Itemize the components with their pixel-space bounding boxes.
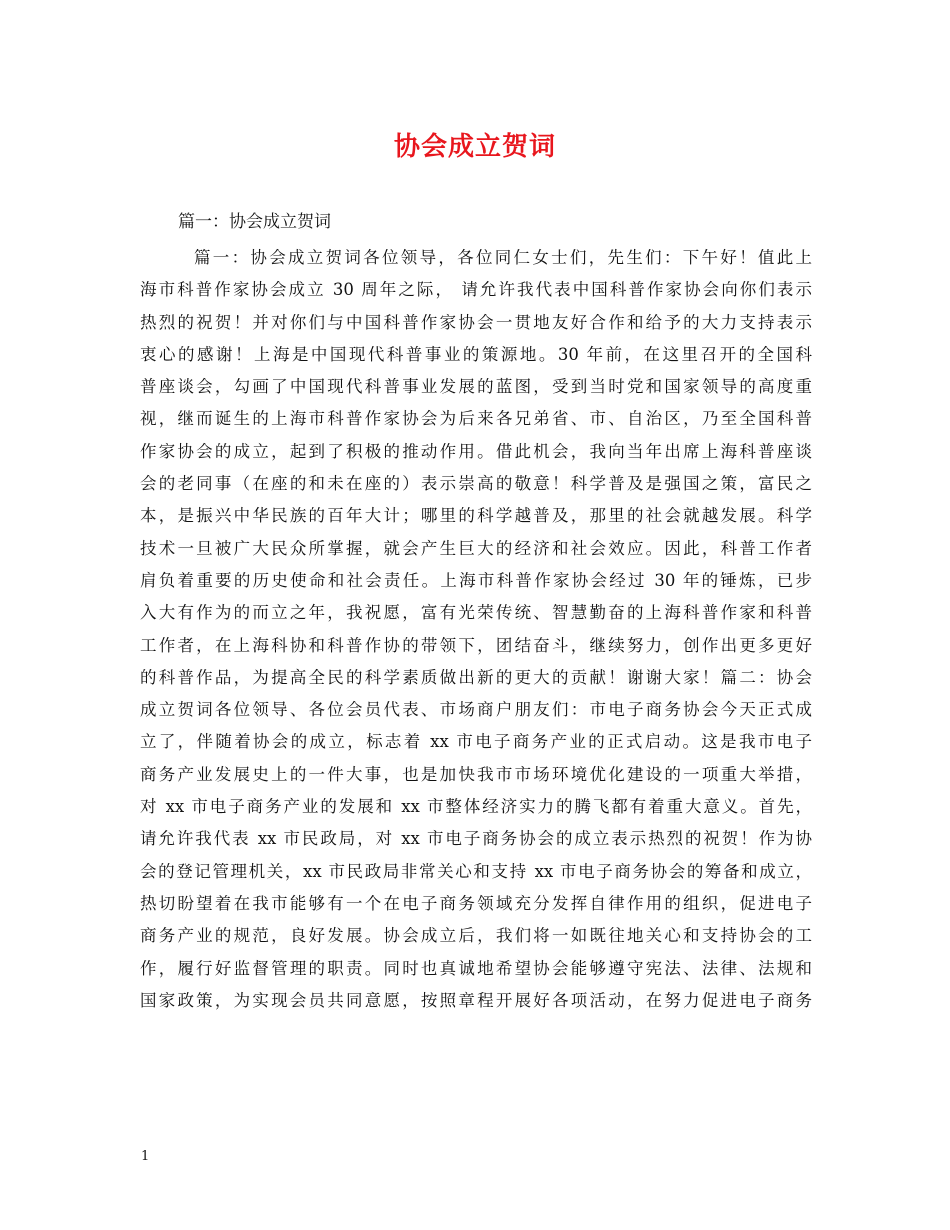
body-line: 篇一：协会成立贺词各位领导，各位同仁女士们，先生们：下午好！值此上 (194, 248, 812, 267)
body-line: 衷心的感谢！上海是中国现代科普事业的策源地。30 年前，在这里召开的全国科 (140, 344, 812, 364)
body-line: 作家协会的成立，起到了积极的推动作用。借此机会，我向当年出席上海科普座谈 (140, 441, 812, 461)
document-title: 协会成立贺词 (393, 132, 556, 162)
body-line: 海市科普作家协会成立 30 周年之际， 请允许我代表中国科普作家协会向你们表示 (140, 280, 812, 300)
body-line: 请允许我代表 xx 市民政局，对 xx 市电子商务协会的成立表示热烈的祝贺！作为协 (140, 829, 812, 849)
body-line: 商务产业的规范，良好发展。协会成立后，我们将一如既往地关心和支持协会的工 (140, 926, 812, 946)
body-line: 国家政策，为实现会员共同意愿，按照章程开展好各项活动，在努力促进电子商务 (140, 990, 812, 1010)
body-line: 入大有作为的而立之年，我祝愿，富有光荣传统、智慧勤奋的上海科普作家和科普 (140, 603, 812, 623)
section-heading: 篇一：协会成立贺词 (178, 212, 331, 232)
body-line: 本，是振兴中华民族的百年大计；哪里的科学越普及，那里的社会就越发展。科学 (140, 506, 812, 526)
body-line: 会的登记管理机关，xx 市民政局非常关心和支持 xx 市电子商务协会的筹备和成立， (140, 861, 812, 881)
body-line: 立了，伴随着协会的成立，标志着 xx 市电子商务产业的正式启动。这是我市电子 (140, 732, 812, 752)
body-line: 的科普作品，为提高全民的科学素质做出新的更大的贡献！谢谢大家！篇二：协会 (140, 667, 812, 687)
body-line: 作，履行好监督管理的职责。同时也真诚地希望协会能够遵守宪法、法律、法规和 (140, 958, 812, 978)
body-line: 会的老同事（在座的和未在座的）表示崇高的敬意！科学普及是强国之策，富民之 (140, 474, 812, 494)
body-line: 热切盼望着在我市能够有一个在电子商务领域充分发挥自律作用的组织，促进电子 (140, 893, 812, 913)
body-text (140, 242, 812, 1017)
body-line: 视，继而诞生的上海市科普作家协会为后来各兄弟省、市、自治区，乃至全国科普 (140, 409, 812, 429)
body-line: 对 xx 市电子商务产业的发展和 xx 市整体经济实力的腾飞都有着重大意义。首先， (140, 797, 812, 817)
body-line: 技术一旦被广大民众所掌握，就会产生巨大的经济和社会效应。因此，科普工作者 (140, 538, 812, 558)
body-line: 工作者，在上海科协和科普作协的带领下，团结奋斗，继续努力，创作出更多更好 (140, 635, 812, 655)
page-number: 1 (141, 1149, 150, 1164)
body-line: 热烈的祝贺！并对你们与中国科普作家协会一贯地友好合作和给予的大力支持表示 (140, 312, 812, 332)
body-line: 普座谈会，勾画了中国现代科普事业发展的蓝图，受到当时党和国家领导的高度重 (140, 377, 812, 397)
body-line: 肩负着重要的历史使命和社会责任。上海市科普作家协会经过 30 年的锤炼，已步 (140, 570, 812, 590)
body-line: 成立贺词各位领导、各位会员代表、市场商户朋友们：市电子商务协会今天正式成 (140, 700, 812, 720)
body-line: 商务产业发展史上的一件大事，也是加快我市市场环境优化建设的一项重大举措， (140, 764, 812, 784)
